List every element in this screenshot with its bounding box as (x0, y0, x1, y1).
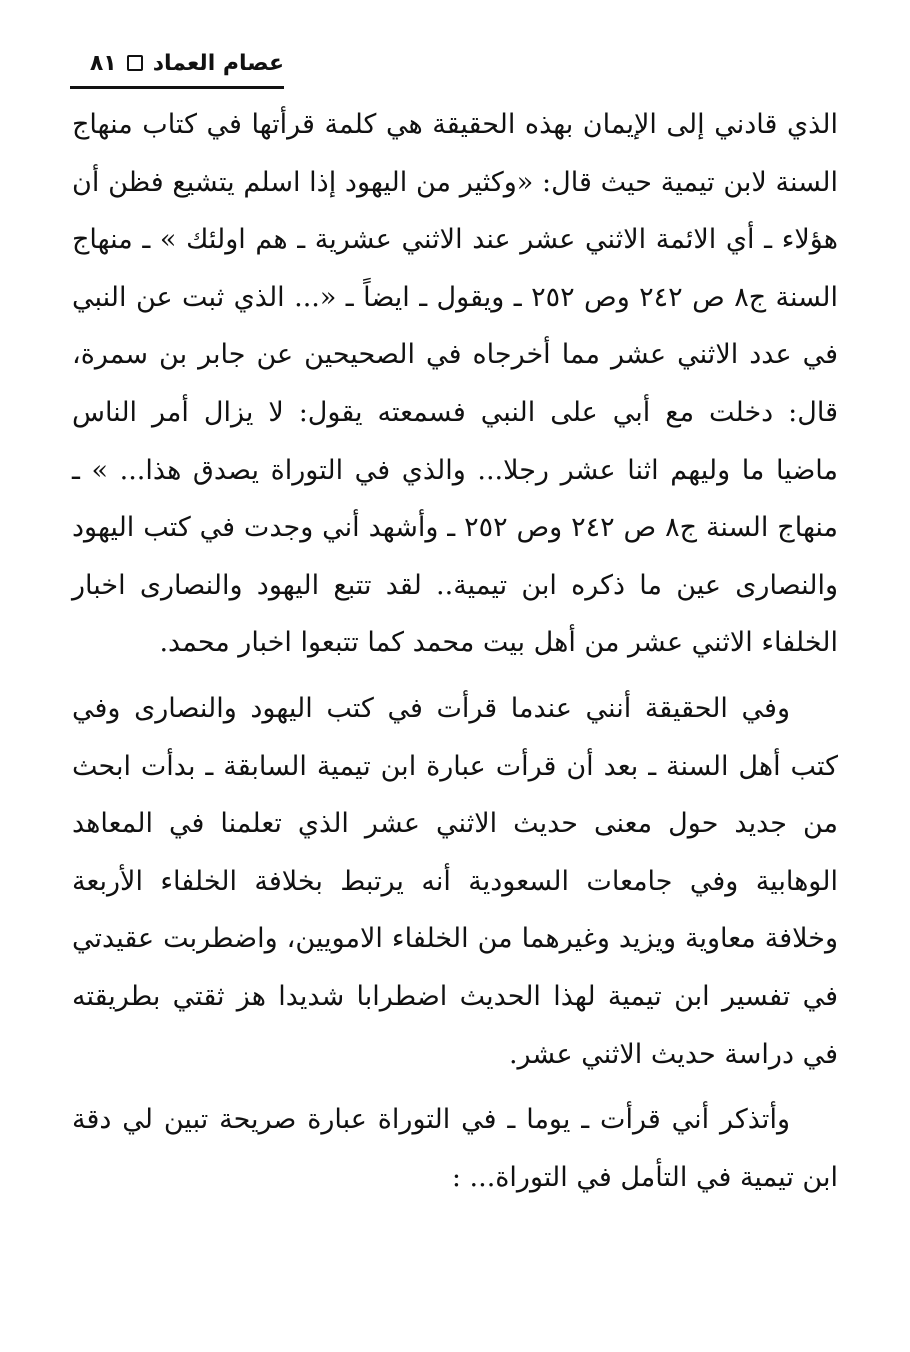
paragraph-1: الذي قادني إلى الإيمان بهذه الحقيقة هي كلمة قرأتها في كتاب منهاج السنة لابن تيمية حيث قال: «وكثير من اليهود إذا اسلم يتشيع فظن أن هؤلاء ـ أي الائمة الاثني عشر عند الاثني عشرية ـ هم اولئك » ـ منهاج السنة ج٨ ص ٢٤٢ وص ٢٥٢ ـ ويقول ـ ايضاً ـ «... الذي ثبت عن النبي في عدد الاثني عشر مما أخرجاه في الصحيحين عن جابر بن سمرة، قال: دخلت مع أبي على النبي فسمعته يقول: لا يزال أمر الناس ماضيا ما وليهم اثنا عشر رجلا... والذي في التوراة يصدق هذا... » ـ منهاج السنة ج٨ ص ٢٤٢ وص ٢٥٢ ـ وأشهد أني وجدت في كتب اليهود والنصارى عين ما ذكره ابن تيمية.. لقد تتبع اليهود والنصارى اخبار الخلفاء الاثني عشر من أهل بيت محمد كما تتبعوا اخبار محمد. (72, 109, 838, 659)
paragraph-2: وفي الحقيقة أنني عندما قرأت في كتب اليهود والنصارى وفي كتب أهل السنة ـ بعد أن قرأت عبارة ابن تيمية السابقة ـ بدأت ابحث من جديد حول معنى حديث الاثني عشر الذي تعلمنا في المعاهد الوهابية وفي جامعات السعودية أنه يرتبط بخلافة الخلفاء الأربعة وخلافة معاوية ويزيد وغيرهما من الخلفاء الامويين، واضطربت عقيدتي في تفسير ابن تيمية لهذا الحديث اضطرابا شديدا هز ثقتي بطريقته في دراسة حديث الاثني عشر. (72, 692, 838, 1070)
page-body (72, 96, 838, 1206)
page-number: ٨١ (89, 50, 117, 76)
header-rule (70, 86, 284, 89)
paragraph-3: وأتذكر أني قرأت ـ يوما ـ في التوراة عبارة صريحة تبين لي دقة ابن تيمية في التأمل في التوراة... : (72, 1104, 838, 1193)
header-title: عصام العماد (152, 50, 284, 76)
running-header (70, 40, 284, 86)
square-box-icon (127, 55, 143, 71)
